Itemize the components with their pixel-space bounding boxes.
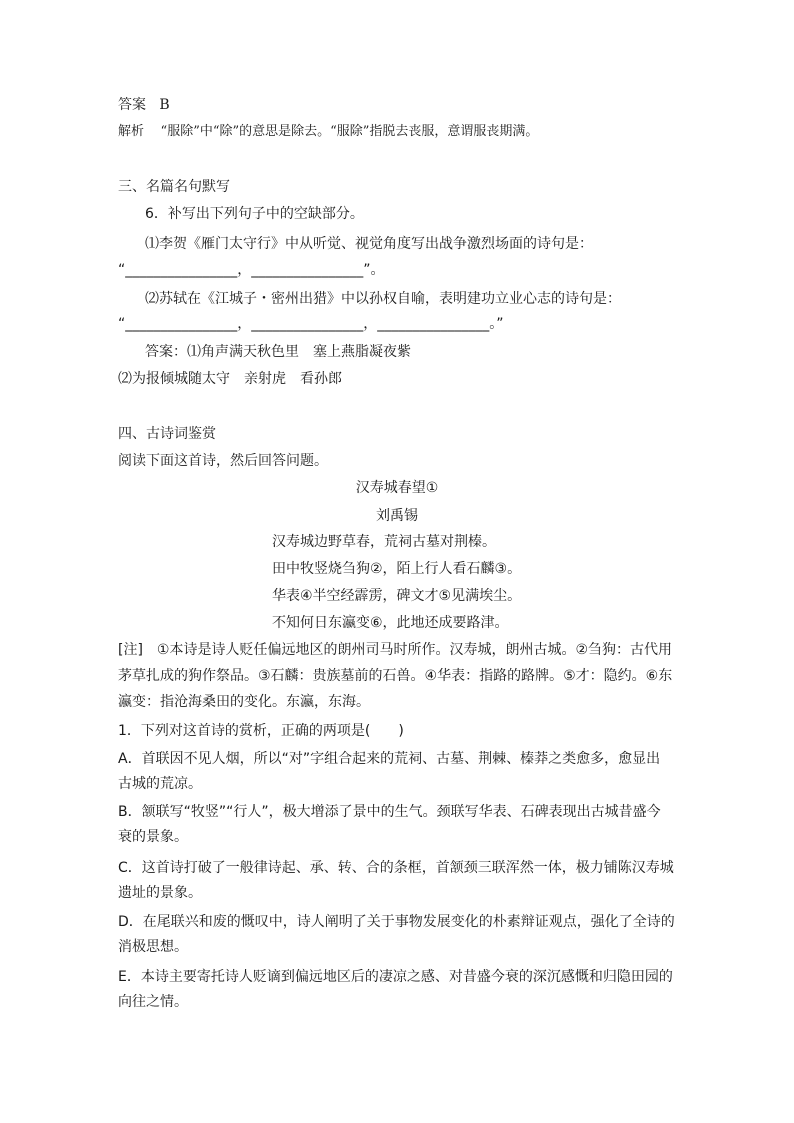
note-line: [注] ①本诗是诗人贬任偏远地区的朗州司马时所作。汉寿城，朗州古城。②刍狗：古代用 <box>118 642 673 658</box>
part2-prompt: ⑵苏轼在《江城子・密州出猎》中以孙权自喻，表明建功立业心志的诗句是： <box>145 291 621 307</box>
answer-part2: ⑵为报倾城随太守 亲射虎 看孙郎 <box>118 371 342 387</box>
question-6: 6．补写出下列句子中的空缺部分。 <box>145 206 364 222</box>
answer-part1: 答案：⑴角声满天秋色里 塞上燕脂凝夜紫 <box>145 344 411 360</box>
option-e-cont: 向往之情。 <box>118 994 188 1010</box>
option-a: A．首联因不见人烟，所以“对”字组合起来的荒祠、古墓、荆棘、榛莽之类愈多，愈显出 <box>118 751 661 767</box>
part1-prompt: ⑴李贺《雁门太守行》中从听觉、视觉角度写出战争激烈场面的诗句是： <box>145 236 593 252</box>
poem-line: 汉寿城边野草春，荒祠古墓对荆榛。 <box>272 534 496 550</box>
note-line: 茅草扎成的狗作祭品。③石麟：贵族墓前的石兽。④华表：指路的路牌。⑤才：隐约。⑥东 <box>118 668 673 684</box>
section3-title: 三、名篇名句默写 <box>118 179 230 195</box>
note-line: 瀛变：指沧海桑田的变化。东瀛，东海。 <box>118 694 370 710</box>
option-d: D．在尾联兴和废的慨叹中，诗人阐明了关于事物发展变化的朴素辩证观点，强化了全诗的 <box>118 914 675 930</box>
option-c: C．这首诗打破了一般律诗起、承、转、合的条框，首颔颈三联浑然一体，极力铺陈汉寿城 <box>118 860 674 876</box>
analysis-label: 解析 <box>118 124 145 139</box>
poem-title: 汉寿城春望① <box>355 480 439 496</box>
question-1: 1．下列对这首诗的赏析，正确的两项是( ) <box>118 723 404 739</box>
answer-label: 答案 <box>118 97 146 113</box>
answer-value: B <box>159 97 170 113</box>
option-e: E．本诗主要寄托诗人贬谪到偏远地区后的凄凉之感、对昔盛今衰的深沉感慨和归隐田园的 <box>118 969 673 985</box>
option-a-cont: 古城的荒凉。 <box>118 776 202 792</box>
analysis-text: “服除”中“除”的意思是除去。“服除”指脱去丧服，意谓服丧期满。 <box>160 124 539 139</box>
option-b: B．颔联写“牧竖”“行人”，极大增添了景中的生气。颈联写华表、石碑表现出古城昔盛今 <box>118 804 661 820</box>
option-d-cont: 消极思想。 <box>118 939 188 955</box>
part1-blanks: “________________，________________”。 <box>118 262 385 278</box>
option-c-cont: 遗址的景象。 <box>118 885 202 901</box>
poem-author: 刘禹锡 <box>376 508 418 524</box>
section4-title: 四、古诗词鉴赏 <box>118 426 216 442</box>
poem-line: 田中牧竖烧刍狗②，陌上行人看石麟③。 <box>272 561 522 577</box>
poem-line: 不知何日东瀛变⑥，此地还成要路津。 <box>272 615 509 631</box>
analysis-line <box>118 122 538 142</box>
reading-intro: 阅读下面这首诗，然后回答问题。 <box>118 453 328 469</box>
part2-blanks: “________________，________________，________________。” <box>118 316 504 332</box>
poem-line: 华表④半空经霹雳，碑文才⑤见满埃尘。 <box>272 588 522 604</box>
answer-line <box>118 95 170 115</box>
option-b-cont: 衰的景象。 <box>118 829 188 845</box>
